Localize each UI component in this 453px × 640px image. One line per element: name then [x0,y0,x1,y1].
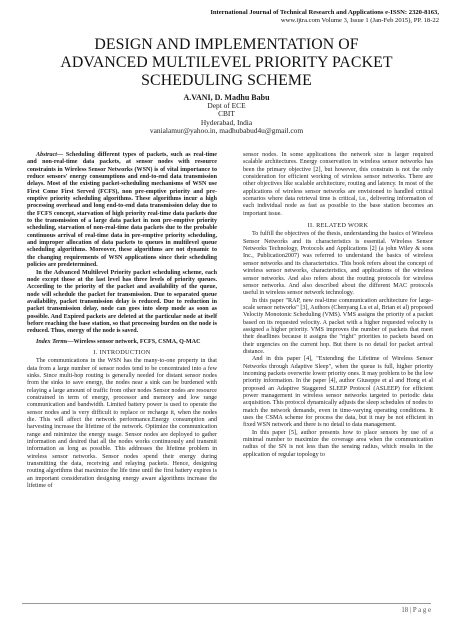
title-line-1: DESIGN AND IMPLEMENTATION OF [94,36,359,53]
intro-paragraph-1: The communications in the WSN has the many-to-one property in that data from a large number of sensor nodes tend to be concentrated into a few sinks. Since multi-hop routing is generally needed for distant sensor nodes from the sinks to save energy, the nodes near a sink can be burdened with relaying a large amount of traffic from other nodes Sensor nodes are resource constrained in term of energy, processor and memory and low range communication and bandwidth. Limited battery power is used to operate the sensor nodes and is very difficult to replace or recharge it, when the nodes die. This will affect the network performance.Energy consumption and harvesting increase the lifetime of the network. Optimize the communication range and minimize the energy usage. Sensor nodes are deployed to gather information and desired that all the nodes works continuously and transmit information as long as possible. This addresses the lifetime problem in wireless sensor networks. Sensor nodes spend their energy during transmitting the data, receiving and relaying packets. Hence, designing routing algorithms that maximize the life time until the first battery expires is an important consideration designing energy aware algorithms increase the lifetime of [27,358,217,490]
abstract-text-1: Scheduling different types of packets, such as real-time and non-real-time data packets, at sensor nodes with resource constraints in Wireless Sensor Networks (WSN) is of vital importance to reduce sensors' energy consumptions and end-to-end data transmission delays. Most of the existing packet-scheduling mechanisms of WSN use First Come First Served (FCFS), non pre-emptive priority and pre-emptive priority scheduling algorithms. These algorithms incur a high processing overhead and long end-to-end data transmission delay due to the FCFS concept, starvation of high priority real-time data packets due to the transmission of a large data packet in non pre-emptive priority scheduling, starvation of non-real-time data packets due to the probable continuous arrival of real-time data in pre-emptive priority scheduling, and improper allocation of data packets to queues in multilevel queue scheduling algorithms. Moreover, these algorithms are not dynamic to the changing requirements of WSN applications since their scheduling policies are predetermined. [27,152,217,269]
author-block [0,94,453,135]
abstract-paragraph-2: In the Advanced Multilevel Priority packet scheduling scheme, each node except those at the last level has three levels of priority queues. According to the priority of the packet and availability of the queue, node will schedule the packet for transmission. Due to separated queue availability, packet transmission delay is reduced. Due to reduction in packet transmission delay, node can goes into sleep mode as soon as possible. And Expired packets are deleted at the particular node at itself before reaching the base station, so that processing burden on the node is reduced. Thus, energy of the node is saved. [27,269,217,335]
right-column [243,152,433,459]
journal-header [139,9,439,26]
journal-issn: e-ISSN: 2320-8163, [385,9,439,16]
related-work-heading: II. RELATED WORK [307,222,369,230]
related-paragraph-1: To fulfill the objectives of the thesis, understanding the basics of Wireless Sensor Networks and its characteristics is essential. Wireless Sensor Networks Technology, Protocols and Applications [2] (a john Wiley & sons Inc., Publication2007) was referred to understand the basics of wireless sensor networks and its characteristics. This book refers about the concept of wireless sensor networks, characteristics, and applications of the wireless sensor networks. And also refers about the routing protocols for wireless sensor networks. And also described about the different MAC protocols useful in wireless sensor network technology. [243,231,433,297]
abstract-paragraph-1 [27,152,217,270]
author-city: Hyderabad, India [200,117,253,127]
title-line-3: SCHEDULING SCHEME [141,72,312,90]
author-names: A.VANI, D. Madhu Babu [183,93,270,102]
journal-name: International Journal of Technical Research and Applications [210,9,384,16]
paper-title [0,36,453,91]
journal-volume: www.ijtra.com Volume 3, Issue 1 (Jan-Feb 2015), PP. 18-22 [280,17,439,25]
intro-heading: I. INTRODUCTION [93,348,151,356]
author-dept: Dept of ECE [207,101,246,111]
abstract-label: Abstract— [36,152,64,158]
index-terms [27,339,217,346]
author-email: vanialamur@yahoo.in, madhubabud4u@gmail.com [149,125,304,135]
page-number: 18 | P a g e [401,607,431,614]
right-paragraph-0: sensor nodes. In some applications the network size is larger required scalable architectures. Energy conservation in wireless sensor networks has been the primary objective [2], but however, this constrain is not the only consideration for efficient working of wireless sensor networks. There are other objectives like scalable architecture, routing and latency. In most of the applications of wireless sensor networks are envisioned to handled critical scenarios where data retrieval time is critical, i.e., delivering information of each individual node as fast as possible to the base station becomes an important issue. [243,152,433,217]
footer-divider [22,603,431,604]
author-institute: CBIT [218,109,235,119]
related-paragraph-2: In this paper "RAP, new real-time communication architecture for large-scale sensor networks" [3], Authors (Chenyang Lu et al, Brian et al) proposed Velocity Monotonic Scheduling (VMS). VMS assigns the priority of a packet based on its requested velocity. A packet with a higher requested velocity is assigned a higher priority. VMS improves the number of packets that meet their deadlines because it assigns the "right" priorities to packets based on their urgencies on the current hop. But there is no detail for packet arrival distance. [243,297,433,355]
left-column [27,152,217,490]
index-terms-label: Index Terms [36,338,68,345]
related-paragraph-4: In this paper [5], author presents how to place sensors by use of a minimal number to maximize the coverage area when the communication radius of the SN is not less than the sensing radius, which results in the application of regular topology to [243,429,433,458]
index-terms-text: —Wireless sensor network, FCFS, CSMA, Q-MAC [67,338,201,345]
related-paragraph-3: And in this paper [4], "Extending the Lifetime of Wireless Sensor Networks through Adaptive Sleep", when the queue is full, higher priority incoming packets overwrite lower priority ones. It may problem to be the low priority information. In the paper [4], author Giuseppe et al and Hong et al proposed an Adaptive Staggered SLEEP Protocol (ASLEEP) for efficient power management in wireless sensor networks targeted to periodic data acquisition. This protocol dynamically adjusts the sleep schedules of nodes to match the network demands, even in time-varying operating conditions. It uses the CSMA scheme for process the data, but it may be not efficient in fixed WSN network and there is no detail to data management. [243,356,433,429]
title-line-2: ADVANCED MULTILEVEL PRIORITY PACKET [60,54,393,72]
